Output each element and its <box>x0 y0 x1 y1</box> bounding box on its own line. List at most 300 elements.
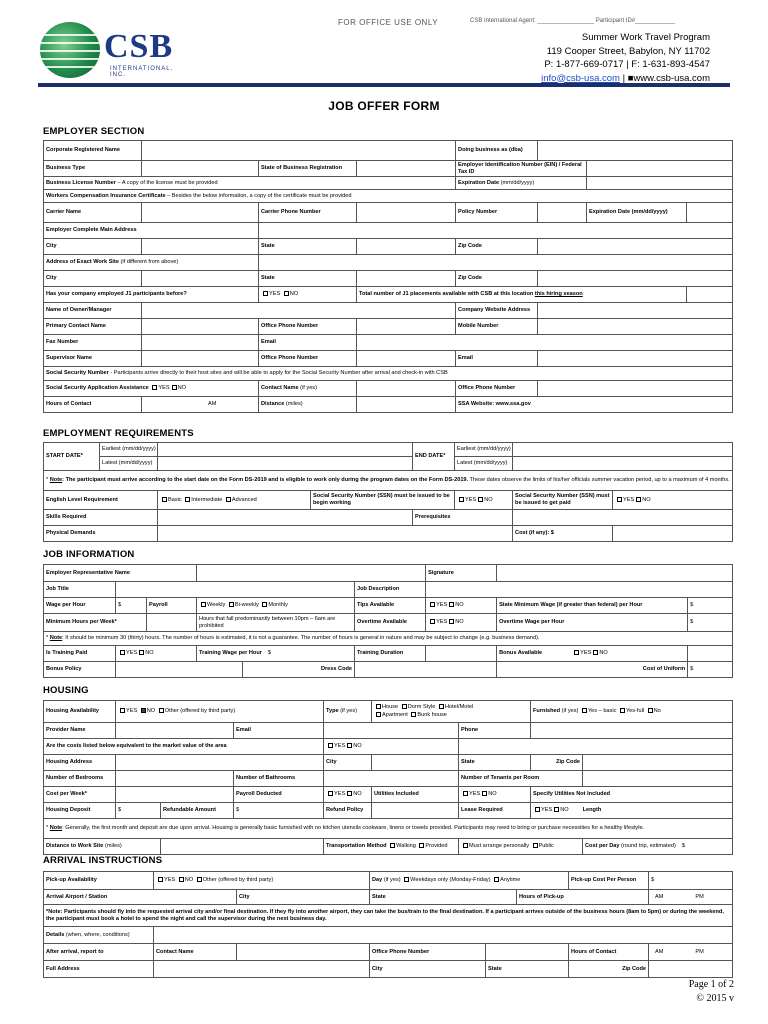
yes-checkbox[interactable] <box>574 650 579 655</box>
contact-name-text: Contact Name <box>261 385 299 392</box>
round-trip-note: (round trip, estimated) <box>619 843 676 850</box>
deposit-field[interactable] <box>116 803 161 819</box>
yes-full-checkbox[interactable] <box>620 708 625 713</box>
distance-label <box>44 839 161 855</box>
zip-field[interactable] <box>649 961 733 978</box>
payroll-options <box>197 598 355 614</box>
no-label: NO <box>488 791 497 798</box>
other-checkbox[interactable] <box>159 708 164 713</box>
bedrooms-field[interactable] <box>116 771 234 787</box>
state-label: State <box>486 961 569 978</box>
email-field[interactable] <box>324 723 459 739</box>
job-description-label: Job Description <box>355 582 426 598</box>
note-label: Note <box>49 477 63 484</box>
no-checkbox[interactable] <box>593 650 598 655</box>
state-label: State <box>259 239 357 255</box>
bonus-cell <box>497 646 688 662</box>
city-field[interactable] <box>372 755 459 771</box>
housing-table <box>43 700 733 855</box>
distance-text: Distance to Work Site <box>46 843 104 850</box>
office-phone-field[interactable] <box>538 381 733 397</box>
dba-label: Doing business as (dba) <box>456 141 538 161</box>
english-level-options <box>158 491 311 510</box>
dollar-sign: $ <box>690 602 694 609</box>
min-hours-label: Minimum Hours per Week* <box>44 614 147 632</box>
ssa-contact-field[interactable] <box>357 381 456 397</box>
dollar-sign: $ <box>267 650 272 657</box>
no-label: NO <box>353 743 362 750</box>
total-j1-label <box>357 287 687 303</box>
intermediate-label: Intermediate <box>191 496 223 503</box>
apartment-label: Apartment <box>382 711 408 718</box>
am-label: AM <box>208 401 217 408</box>
anytime-checkbox[interactable] <box>494 877 499 882</box>
signature-field[interactable] <box>497 565 733 582</box>
end-latest-field[interactable] <box>513 457 733 471</box>
office-use-label: FOR OFFICE USE ONLY <box>338 18 439 27</box>
city-label: City <box>237 890 370 905</box>
logo-subtext: INTERNATIONAL, INC. <box>110 66 174 78</box>
ssn-text: Social Security Number <box>46 370 109 377</box>
wc-expiration-field[interactable] <box>687 203 733 223</box>
provided-label: Provided <box>425 843 448 850</box>
other-checkbox[interactable] <box>197 877 202 882</box>
lease-options <box>531 803 733 819</box>
contact-name-field[interactable] <box>237 944 370 961</box>
no-checkbox[interactable] <box>478 497 483 502</box>
pickup-cost-field[interactable] <box>649 872 733 890</box>
employment-table <box>43 442 733 542</box>
phone-fax: P: 1-877-669-0717 | F: 1-631-893-4547 <box>544 59 710 70</box>
dorm-label: Dorm Style <box>407 704 436 710</box>
cost-week-label: Cost per Week* <box>44 787 116 803</box>
monthly-checkbox[interactable] <box>262 602 267 607</box>
basic-checkbox[interactable] <box>162 497 167 502</box>
start-latest-field[interactable] <box>158 457 413 471</box>
biweekly-checkbox[interactable] <box>229 602 234 607</box>
email-label: Email <box>234 723 324 739</box>
start-latest-label: Latest (mm/dd/yyyy) <box>100 457 158 471</box>
yes-checkbox[interactable] <box>430 619 435 624</box>
yes-checkbox[interactable] <box>617 497 622 502</box>
anytime-label: Anytime <box>500 877 521 884</box>
page-footer <box>689 978 734 1006</box>
refundable-label: Refundable Amount <box>161 803 234 819</box>
distance-field[interactable] <box>161 839 324 855</box>
logo-text: CSB <box>104 28 174 65</box>
housing-address-label: Housing Address <box>44 755 116 771</box>
weekdays-checkbox[interactable] <box>404 877 409 882</box>
yes-checkbox[interactable] <box>430 602 435 607</box>
yes-label: YES <box>164 877 176 884</box>
pm-label: PM <box>695 948 704 955</box>
tenants-field[interactable] <box>583 771 733 787</box>
city-field[interactable] <box>142 239 259 255</box>
corp-name-field[interactable] <box>142 141 456 161</box>
house-checkbox[interactable] <box>376 704 381 709</box>
walking-checkbox[interactable] <box>390 843 395 848</box>
distance-text: Distance <box>261 401 285 408</box>
pickup-availability-options <box>154 872 370 890</box>
skills-field[interactable] <box>158 510 413 526</box>
yes-label: YES <box>436 619 448 626</box>
miles-note: (miles) <box>284 401 303 408</box>
hours-note <box>44 632 733 646</box>
office-phone-label: Office Phone Number <box>259 351 357 367</box>
length-label: Length <box>582 807 602 814</box>
yes-checkbox[interactable] <box>158 877 163 882</box>
dollar-sign: $ <box>118 602 122 609</box>
weekly-checkbox[interactable] <box>201 602 206 607</box>
business-type-field[interactable] <box>142 161 259 177</box>
pickup-cost-label: Pick-up Cost Per Person <box>569 872 649 890</box>
business-type-label: Business Type <box>44 161 142 177</box>
training-wage-cell <box>197 646 355 662</box>
hotel-label: Hotel/Motel <box>444 704 474 710</box>
no-checkbox[interactable] <box>179 877 184 882</box>
arrival-note <box>44 905 733 927</box>
advanced-checkbox[interactable] <box>226 497 231 502</box>
hours-contact-field[interactable] <box>142 397 259 413</box>
housing-address-field[interactable] <box>116 755 324 771</box>
provided-checkbox[interactable] <box>419 843 424 848</box>
bathrooms-field[interactable] <box>324 771 459 787</box>
job-description-field[interactable] <box>426 582 733 598</box>
ssn-paid-options <box>613 491 733 510</box>
no-label: NO <box>289 291 299 298</box>
license-exp-field[interactable] <box>587 177 733 190</box>
hotel-checkbox[interactable] <box>439 704 444 709</box>
job-title-field[interactable] <box>116 582 355 598</box>
zip-field[interactable] <box>538 271 733 287</box>
no-checkbox[interactable] <box>347 743 352 748</box>
email-label: Email <box>259 335 357 351</box>
no-checkbox[interactable] <box>648 708 653 713</box>
main-address-label: Employer Complete Main Address <box>44 223 259 239</box>
no-checkbox[interactable] <box>482 791 487 796</box>
hours-pickup-field[interactable] <box>649 890 733 905</box>
work-site-label <box>44 255 259 271</box>
other-label: Other (offered by third party) <box>202 877 274 884</box>
no-label: NO <box>177 385 186 392</box>
state-min-wage-field[interactable] <box>688 598 733 614</box>
office-phone-label: Office Phone Number <box>456 381 538 397</box>
full-address-label: Full Address <box>44 961 154 978</box>
license-note: – A copy of the license must be provided <box>115 179 218 186</box>
owner-label: Name of Owner/Manager <box>44 303 142 319</box>
ein-label: Employer Identification Number (EIN) / Federal Tax ID <box>456 161 587 177</box>
transport-options-2 <box>459 839 583 855</box>
city-label: City <box>44 239 142 255</box>
pickup-day-cell <box>370 872 569 890</box>
payroll-label: Payroll <box>147 598 197 614</box>
state-label: State <box>259 271 357 287</box>
apartment-checkbox[interactable] <box>376 712 381 717</box>
note-text: These dates observe the limits of his/her officials summer vacation period, up to a maximum of 4 months. <box>468 477 730 484</box>
no-label: NO <box>455 619 464 626</box>
employment-section-heading: EMPLOYMENT REQUIREMENTS <box>43 428 194 439</box>
yes-checkbox[interactable] <box>535 807 540 812</box>
no-label: No <box>653 708 661 715</box>
fax-label: Fax Number <box>44 335 142 351</box>
no-checkbox[interactable] <box>449 619 454 624</box>
phone-field[interactable] <box>531 723 733 739</box>
zip-label: Zip Code <box>531 755 583 771</box>
work-site-note: (if different from above) <box>118 259 179 266</box>
job-section-heading: JOB INFORMATION <box>43 549 135 560</box>
note-label: Note <box>48 908 61 915</box>
page-header <box>0 0 768 88</box>
end-earliest-field[interactable] <box>513 443 733 457</box>
public-checkbox[interactable] <box>533 843 538 848</box>
monthly-label: Monthly <box>268 602 288 609</box>
city-field[interactable] <box>142 271 259 287</box>
advanced-label: Advanced <box>231 496 257 503</box>
if-yes-note: (if yes) <box>382 877 401 884</box>
full-address-field[interactable] <box>154 961 370 978</box>
agent-participant-line: CSB International Agent: _________________ Participant ID#____________ <box>470 18 676 24</box>
market-value-label: Are the costs listed below equivalent to the market value of the area <box>44 739 324 755</box>
no-checkbox[interactable] <box>141 708 146 713</box>
arrival-airport-label: Arrival Airport / Station <box>44 890 237 905</box>
city-label: City <box>370 961 486 978</box>
email-label: Email <box>456 351 538 367</box>
bonus-policy-field[interactable] <box>116 662 243 678</box>
utilities-options <box>459 787 531 803</box>
furnished-label: Furnished <box>533 708 561 715</box>
workers-comp-label <box>44 190 733 203</box>
yes-label: YES <box>580 650 592 657</box>
training-paid-options <box>116 646 197 662</box>
policy-number-field[interactable] <box>538 203 587 223</box>
zip-field[interactable] <box>538 239 733 255</box>
yes-checkbox[interactable] <box>463 791 468 796</box>
mobile-label: Mobile Number <box>456 319 538 335</box>
training-wage-label: Training Wage per Hour <box>199 650 262 657</box>
arrival-section-heading: ARRIVAL INSTRUCTIONS <box>43 855 163 866</box>
end-earliest-label: Earliest (mm/dd/yyyy) <box>455 443 513 457</box>
state-field[interactable] <box>357 239 456 255</box>
am-label: AM <box>655 948 664 955</box>
yes-basic-checkbox[interactable] <box>582 708 587 713</box>
payroll-deducted-label: Payroll Deducted <box>234 787 324 803</box>
email-link[interactable]: info@csb-usa.com <box>541 72 620 84</box>
zip-field[interactable] <box>583 755 733 771</box>
dba-field[interactable] <box>538 141 733 161</box>
dress-code-field[interactable] <box>355 662 497 678</box>
no-label: NO <box>353 791 362 798</box>
note-label: Note <box>49 635 63 642</box>
no-checkbox[interactable] <box>636 497 641 502</box>
total-j1-field[interactable] <box>687 287 733 303</box>
state-registration-field[interactable] <box>357 161 456 177</box>
rep-name-field[interactable] <box>197 565 426 582</box>
yes-checkbox[interactable] <box>120 650 125 655</box>
policy-number-label: Policy Number <box>456 203 538 223</box>
miles-note: (miles) <box>103 843 122 850</box>
yes-label: YES <box>436 602 448 609</box>
contact-name-label: Contact Name <box>154 944 237 961</box>
if-yes-note: (if yes) <box>298 385 317 392</box>
wage-field[interactable] <box>116 598 147 614</box>
uniform-cost-label: Cost of Uniform <box>497 662 688 678</box>
details-label <box>44 927 154 944</box>
refund-policy-field[interactable] <box>372 803 459 819</box>
arrange-checkbox[interactable] <box>463 843 468 848</box>
no-checkbox[interactable] <box>284 291 289 296</box>
cost-week-field[interactable] <box>116 787 234 803</box>
no-checkbox[interactable] <box>172 385 177 390</box>
training-duration-field[interactable] <box>426 646 497 662</box>
hours-contact-field[interactable] <box>649 944 733 961</box>
state-registration-label: State of Business Registration <box>259 161 357 177</box>
start-earliest-field[interactable] <box>158 443 413 457</box>
mobile-field[interactable] <box>538 319 733 335</box>
hours-contact-label: Hours of Contact <box>569 944 649 961</box>
market-value-field[interactable] <box>459 739 733 755</box>
state-field[interactable] <box>357 271 456 287</box>
tips-options <box>426 598 497 614</box>
main-address-field[interactable] <box>259 223 733 239</box>
ssn-paid-label: Social Security Number (SSN) must be issued to get paid <box>513 491 613 510</box>
yes-checkbox[interactable] <box>328 791 333 796</box>
no-label: NO <box>599 650 608 657</box>
pickup-availability-label: Pick-up Availability <box>44 872 154 890</box>
cost-field[interactable] <box>613 526 733 542</box>
distance-field[interactable] <box>357 397 456 413</box>
owner-field[interactable] <box>142 303 456 319</box>
note-label: Note <box>49 825 63 832</box>
market-value-options <box>324 739 459 755</box>
website-label: Company Website Address <box>456 303 538 319</box>
housing-availability-options <box>116 701 324 723</box>
program-name: Summer Work Travel Program <box>581 32 710 43</box>
job-table <box>43 564 733 678</box>
form-title: JOB OFFER FORM <box>328 99 440 113</box>
ein-field[interactable] <box>587 161 733 177</box>
yes-checkbox[interactable] <box>328 743 333 748</box>
details-hint: (when, where, conditions) <box>64 931 130 938</box>
physical-demands-label: Physical Demands <box>44 526 158 542</box>
distance-label <box>259 397 357 413</box>
intermediate-checkbox[interactable] <box>185 497 190 502</box>
prerequisites-field[interactable] <box>513 510 733 526</box>
employer-table <box>43 140 733 413</box>
furnished-cell <box>531 701 733 723</box>
primary-contact-field[interactable] <box>142 319 259 335</box>
yes-checkbox[interactable] <box>263 291 268 296</box>
supervisor-field[interactable] <box>142 351 259 367</box>
no-label: NO <box>455 602 464 609</box>
office-phone-field[interactable] <box>357 351 456 367</box>
street-address: 119 Cooper Street, Babylon, NY 11702 <box>546 45 710 57</box>
training-paid-label: Is Training Paid <box>44 646 116 662</box>
separator: | <box>619 72 628 84</box>
note-star: * <box>46 908 49 915</box>
dress-code-label: Dress Code <box>243 662 355 678</box>
start-earliest-label: Earliest (mm/dd/yyyy) <box>100 443 158 457</box>
bonus-field[interactable] <box>688 646 733 662</box>
note-text: : It should be minimum 30 (thirty) hours. The number of hours is estimated, it is not a guarantee. The number of hours is general in nature and may be subject to change (e.g. business demand). <box>62 635 540 642</box>
yes-label: YES <box>334 743 346 750</box>
yes-checkbox[interactable] <box>120 708 125 713</box>
no-checkbox[interactable] <box>139 650 144 655</box>
uniform-cost-field[interactable] <box>688 662 733 678</box>
yes-label: YES <box>469 791 481 798</box>
dollar-sign: $ <box>690 666 694 673</box>
website-link[interactable]: www.csb-usa.com <box>633 72 710 84</box>
ssn-working-options <box>455 491 513 510</box>
ssn-info <box>44 367 733 381</box>
yes-checkbox[interactable] <box>459 497 464 502</box>
bedrooms-label: Number of Bedrooms <box>44 771 116 787</box>
no-checkbox[interactable] <box>554 807 559 812</box>
provider-field[interactable] <box>116 723 234 739</box>
yes-label: YES <box>126 708 138 715</box>
overtime-label: Overtime Available <box>355 614 426 632</box>
fax-field[interactable] <box>142 335 259 351</box>
primary-contact-label: Primary Contact Name <box>44 319 142 335</box>
other-label: Other (offered by third party) <box>164 708 236 715</box>
carrier-name-field[interactable] <box>142 203 259 223</box>
bonus-label: Bonus Available <box>499 650 543 657</box>
walking-label: Walking <box>396 843 416 850</box>
page-number: Page 1 of 2 <box>688 979 734 990</box>
dorm-checkbox[interactable] <box>402 704 407 709</box>
city-label: City <box>44 271 142 287</box>
note-text: : Generally, the first month and deposit are due upon arrival. Housing is generally basic furnished with no kitchen utensils cookware, linens or towels provided. Participants may need to bring or purchase necessities for a healthy lifestyle. <box>62 825 645 832</box>
utilities-label: Utilities Included <box>372 787 459 803</box>
yes-checkbox[interactable] <box>152 385 157 390</box>
office-phone-field[interactable] <box>486 944 569 961</box>
type-text: Type <box>326 708 339 715</box>
public-label: Public <box>538 843 554 850</box>
no-checkbox[interactable] <box>449 602 454 607</box>
arrival-table <box>43 871 733 978</box>
website-field[interactable] <box>538 303 733 319</box>
specify-utilities-label: Specify Utilities Not Included <box>531 787 733 803</box>
tenants-label: Number of Tenants per Room <box>459 771 583 787</box>
physical-demands-field[interactable] <box>158 526 513 542</box>
corp-name-label: Corporate Registered Name <box>44 141 142 161</box>
exp-format: (mm/dd/yyyy) <box>499 179 535 186</box>
wage-label: Wage per Hour <box>44 598 116 614</box>
email-field[interactable] <box>357 335 733 351</box>
license-exp-label <box>456 177 587 190</box>
email-field[interactable] <box>538 351 733 367</box>
carrier-phone-field[interactable] <box>357 203 456 223</box>
overtime-wage-field[interactable] <box>688 614 733 632</box>
pm-label: PM <box>695 893 704 900</box>
bunk-checkbox[interactable] <box>411 712 416 717</box>
office-phone-field[interactable] <box>357 319 456 335</box>
min-hours-field[interactable] <box>147 614 197 632</box>
transport-options <box>324 839 459 855</box>
dollar-sign: $ <box>651 877 655 884</box>
work-site-field[interactable] <box>259 255 733 271</box>
no-checkbox[interactable] <box>347 791 352 796</box>
details-field[interactable] <box>154 927 733 944</box>
copyright: © 2015 v <box>696 993 734 1004</box>
refundable-field[interactable] <box>234 803 324 819</box>
basic-label: Basic <box>168 496 182 503</box>
work-site-text: Address of Exact Work Site <box>46 259 119 266</box>
total-j1-text: Total number of J1 placements available with CSB at this location <box>359 291 535 298</box>
carrier-phone-label: Carrier Phone Number <box>259 203 357 223</box>
no-label: NO <box>484 496 493 503</box>
end-date-label: END DATE* <box>413 443 455 471</box>
yes-label: YES <box>269 291 281 298</box>
